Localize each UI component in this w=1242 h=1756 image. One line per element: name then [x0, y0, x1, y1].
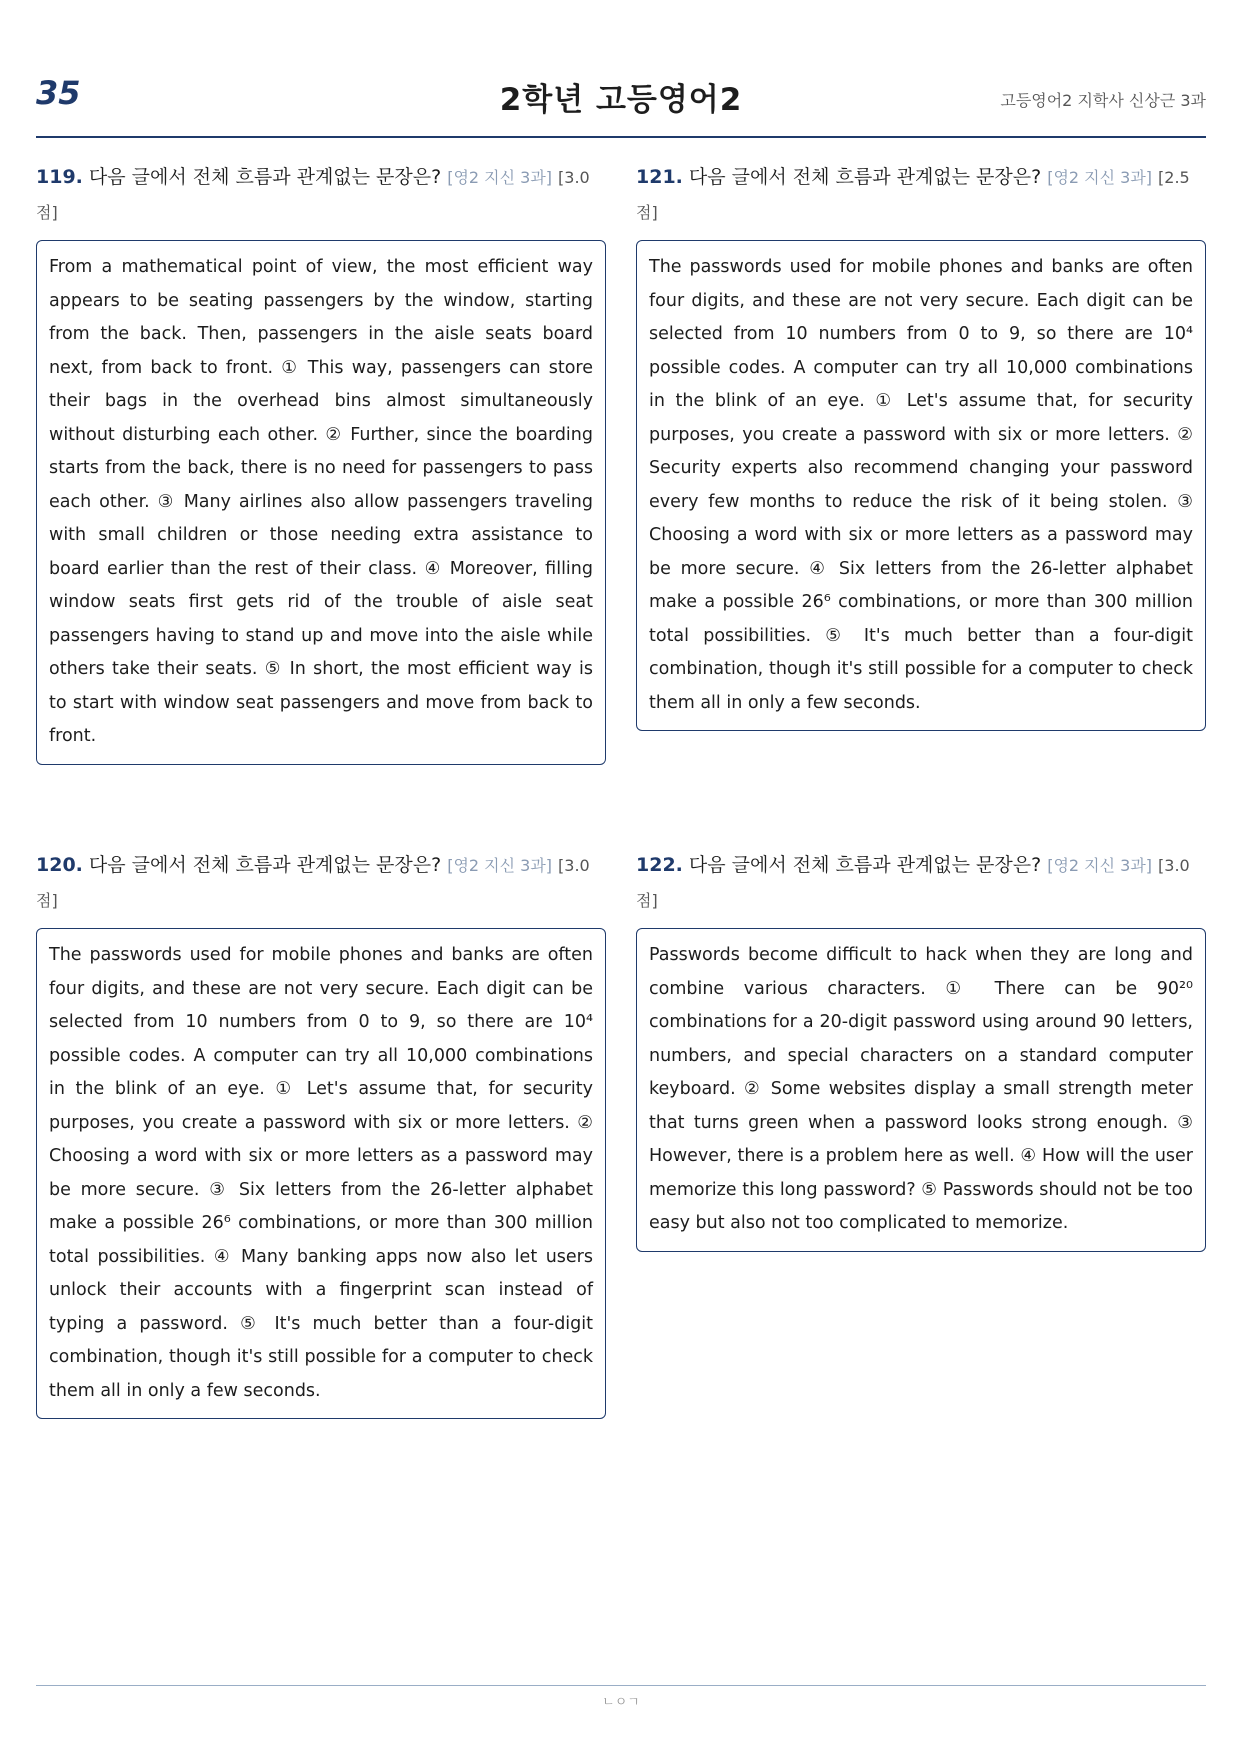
question-score: [3.0 점]	[36, 856, 590, 910]
page-header	[36, 58, 1206, 138]
question-tag: [영2 지신 3과]	[1047, 168, 1153, 187]
question-prompt: 다음 글에서 전체 흐름과 관계없는 문장은?	[688, 166, 1042, 188]
question-header	[636, 160, 1206, 230]
question-number: 120.	[36, 854, 83, 876]
footer-divider	[36, 1685, 1206, 1686]
question-121	[636, 160, 1206, 731]
question-120	[36, 848, 606, 1419]
question-number: 119.	[36, 166, 83, 188]
page-subtitle: 고등영어2 지학사 신상근 3과	[1000, 91, 1206, 110]
question-119	[36, 160, 606, 765]
question-header	[36, 848, 606, 918]
question-score: [2.5 점]	[636, 168, 1190, 222]
question-header	[36, 160, 606, 230]
question-number: 121.	[636, 166, 683, 188]
question-122	[636, 848, 1206, 1252]
question-prompt: 다음 글에서 전체 흐름과 관계없는 문장은?	[88, 166, 442, 188]
question-prompt: 다음 글에서 전체 흐름과 관계없는 문장은?	[88, 854, 442, 876]
page-number: 35	[36, 74, 81, 112]
question-header	[636, 848, 1206, 918]
passage-box: The passwords used for mobile phones and banks are often four digits, and these are not very secure. Each digit can be selected from 10 numbers from 0 to 9, so there are 10⁴ possible codes. A computer can try all 10,000 combinations in the blink of an eye. ① Let's assume that, for security purposes, you create a password with six or more letters. ② Security experts also recommend changing your password every few months to reduce the risk of it being stolen. ③ Choosing a word with six or more letters as a password may be more secure. ④ Six letters from the 26-letter alphabet make a possible 26⁶ combinations, or more than 300 million total possibilities. ⑤ It's much better than a four-digit combination, though it's still possible for a computer to check them all in only a few seconds.	[636, 240, 1206, 731]
question-score: [3.0 점]	[636, 856, 1190, 910]
passage-box: Passwords become difficult to hack when they are long and combine various characters. ① There can be 90²⁰ combinations for a 20-digit password using around 90 letters, numbers, and special characters on a standard computer keyboard. ② Some websites display a small strength meter that turns green when a password looks strong enough. ③ However, there is a problem here as well. ④ How will the user memorize this long password? ⑤ Passwords should not be too easy but also not too complicated to memorize.	[636, 928, 1206, 1252]
question-tag: [영2 지신 3과]	[447, 168, 553, 187]
footer-mark: ㄴㅇㄱ	[602, 1695, 640, 1710]
page-title: 2학년 고등영어2	[499, 82, 743, 118]
passage-box: The passwords used for mobile phones and banks are often four digits, and these are not very secure. Each digit can be selected from 10 numbers from 0 to 9, so there are 10⁴ possible codes. A computer can try all 10,000 combinations in the blink of an eye. ① Let's assume that, for security purposes, you create a password with six or more letters. ② Choosing a word with six or more letters as a password may be more secure. ③ Six letters from the 26-letter alphabet make a possible 26⁶ combinations, or more than 300 million total possibilities. ④ Many banking apps now also let users unlock their accounts with a fingerprint scan instead of typing a password. ⑤ It's much better than a four-digit combination, though it's still possible for a computer to check them all in only a few seconds.	[36, 928, 606, 1419]
passage-box: From a mathematical point of view, the most efficient way appears to be seating passengers by the window, starting from the back. Then, passengers in the aisle seats board next, from back to front. ① This way, passengers can store their bags in the overhead bins almost simultaneously without disturbing each other. ② Further, since the boarding starts from the back, there is no need for passengers to pass each other. ③ Many airlines also allow passengers traveling with small children or those needing extra assistance to board earlier than the rest of their class. ④ Moreover, filling window seats first gets rid of the trouble of aisle seat passengers having to stand up and move into the aisle while others take their seats. ⑤ In short, the most efficient way is to start with window seat passengers and move from back to front.	[36, 240, 606, 765]
question-tag: [영2 지신 3과]	[447, 856, 553, 875]
question-score: [3.0 점]	[36, 168, 590, 222]
question-tag: [영2 지신 3과]	[1047, 856, 1153, 875]
question-prompt: 다음 글에서 전체 흐름과 관계없는 문장은?	[688, 854, 1042, 876]
question-number: 122.	[636, 854, 683, 876]
